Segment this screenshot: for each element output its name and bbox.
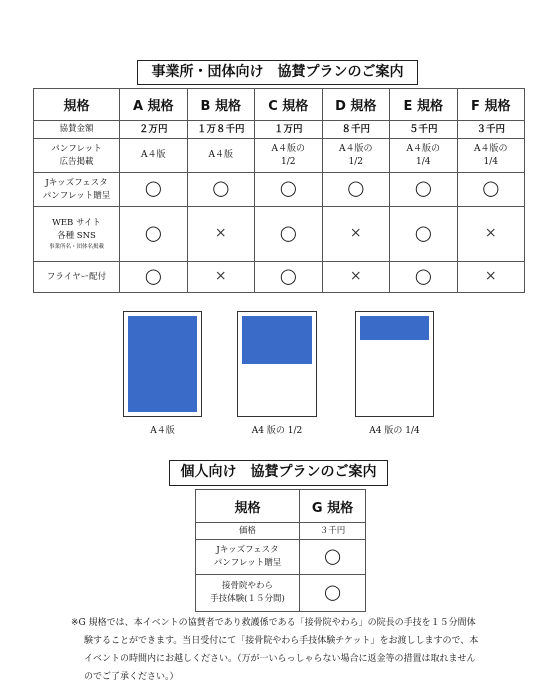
price-cell: ２万円 [120,121,188,139]
label-line: Jキッズフェスタ [45,177,108,188]
ad-fill-area [128,316,197,412]
price-cell: １万円 [255,121,323,139]
mark-cell [120,262,188,293]
mark-cell [457,207,525,262]
label-line: WEB サイト [52,218,101,228]
ad-fill-area [360,316,429,340]
ad-size-full [123,311,202,417]
ad-size-half [237,311,317,417]
plan-c-header: C 規格 [255,89,323,121]
table-row [196,523,366,540]
footnote-line: イベントの時間内にお越しください。（万が一いらっしゃらない場合に返金等の措置は取れません [84,654,476,664]
price-cell: ３千円 [457,121,525,139]
ad-size-fraction: 1/2 [281,156,296,167]
mark-cell [322,207,390,262]
row-label-pamphlet-ad [34,139,120,173]
plan-f-header: F 規格 [457,89,525,121]
mark-cell [187,262,255,293]
table-row [34,121,525,139]
circle-icon: ◯ [324,582,341,601]
footnote-line: ※G 規格では、本イベントの協賛者であり救護係である「接骨院やわら」の院長の手技を１５分間体 [71,618,476,628]
circle-icon: ◯ [414,179,432,197]
ad-size-text: A４版の [406,143,440,154]
circle-icon: ◯ [144,266,162,285]
ad-size-cell [457,139,525,173]
circle-icon: ◯ [347,179,365,197]
circle-mark [120,173,188,207]
row-label-flyer: フライヤー配付 [34,262,120,293]
row-label-price: 価格 [196,523,300,540]
table-row [196,540,366,575]
ad-size-text: A４版 [141,150,166,160]
circle-icon: ◯ [212,179,230,197]
label-line: パンフレット贈呈 [42,190,111,201]
mark-cell [255,262,323,293]
mark-cell [255,207,323,262]
row-label-jkids [34,173,120,207]
label-line: パンフレット贈呈 [213,558,282,568]
circle-mark [322,173,390,207]
cross-icon: × [214,268,227,284]
label-line: Jキッズフェスタ [216,545,279,555]
table-row [196,575,366,612]
individual-plan-table [195,489,366,612]
ad-size-text: A４版の [339,143,373,154]
circle-icon: ◯ [279,266,297,285]
row-label-bone-setting [196,575,300,612]
mark-cell [300,575,366,612]
ad-size-label: A4 版の 1/4 [369,426,420,436]
row-label-price: 協賛金額 [34,121,120,139]
table-row [34,173,525,207]
ad-size-fraction: 1/4 [483,156,498,167]
circle-icon: ◯ [144,223,162,242]
header-spec-label: 規格 [34,89,120,121]
cross-icon: × [214,225,227,241]
cross-icon: × [484,268,497,284]
plan-d-header: D 規格 [322,89,390,121]
mark-cell [457,262,525,293]
label-line: 広告掲載 [59,156,94,167]
plan-e-header: E 規格 [390,89,458,121]
ad-size-cell [187,139,255,173]
table-header-row [34,89,525,121]
business-plan-title: 事業所・団体向け 協賛プランのご案内 [137,60,418,85]
label-line: 各種 SNS [57,231,96,241]
price-cell: １万８千円 [187,121,255,139]
cross-icon: × [484,225,497,241]
circle-icon: ◯ [144,179,162,197]
ad-size-label: A4 版の 1/2 [251,426,303,436]
header-spec-label: 規格 [196,490,300,523]
mark-cell [390,207,458,262]
circle-mark [457,173,525,207]
label-line: パンフレット [51,143,102,154]
individual-plan-title: 個人向け 協賛プランのご案内 [169,460,388,486]
circle-icon: ◯ [482,179,500,197]
label-line: 手技体験(１５分間) [210,594,285,604]
mark-cell [322,262,390,293]
label-line: 接骨院やわら [221,581,273,591]
plan-b-header: B 規格 [187,89,255,121]
price-cell: ８千円 [322,121,390,139]
mark-cell [300,540,366,575]
ad-size-cell [255,139,323,173]
cross-icon: × [349,268,362,284]
cross-icon: × [349,225,362,241]
ad-size-quarter [355,311,434,417]
footnote-line: のでご了承ください。） [84,672,179,682]
footnote-line: 験することができます。当日受付にて「接骨院やわら手技体験チケット」をお渡ししますので、本 [84,636,479,646]
ad-size-fraction: 1/4 [416,156,431,167]
price-cell: ３千円 [300,523,366,540]
ad-size-text: A４版の [271,143,305,154]
price-cell: ５千円 [390,121,458,139]
mark-cell [120,207,188,262]
ad-size-fraction: 1/2 [348,156,363,167]
ad-fill-area [242,316,312,364]
ad-size-text: A４版 [208,150,233,160]
footnote [71,614,531,686]
ad-size-text: A４版の [474,143,508,154]
ad-size-cell [322,139,390,173]
circle-mark [187,173,255,207]
table-row [34,262,525,293]
circle-icon: ◯ [414,223,432,242]
circle-icon: ◯ [414,266,432,285]
table-row [34,139,525,173]
ad-size-cell [120,139,188,173]
ad-size-cell [390,139,458,173]
plan-a-header: A 規格 [120,89,188,121]
table-header-row [196,490,366,523]
row-label-web-sns [34,207,120,262]
mark-cell [187,207,255,262]
circle-icon: ◯ [279,223,297,242]
table-row [34,207,525,262]
circle-mark [255,173,323,207]
ad-size-label: A４版 [150,426,175,436]
label-note: 事業所名・団体名掲載 [48,244,104,250]
plan-g-header: G 規格 [300,490,366,523]
circle-mark [390,173,458,207]
mark-cell [390,262,458,293]
business-plan-table [33,88,525,293]
circle-icon: ◯ [279,179,297,197]
circle-icon: ◯ [324,546,341,565]
row-label-jkids [196,540,300,575]
